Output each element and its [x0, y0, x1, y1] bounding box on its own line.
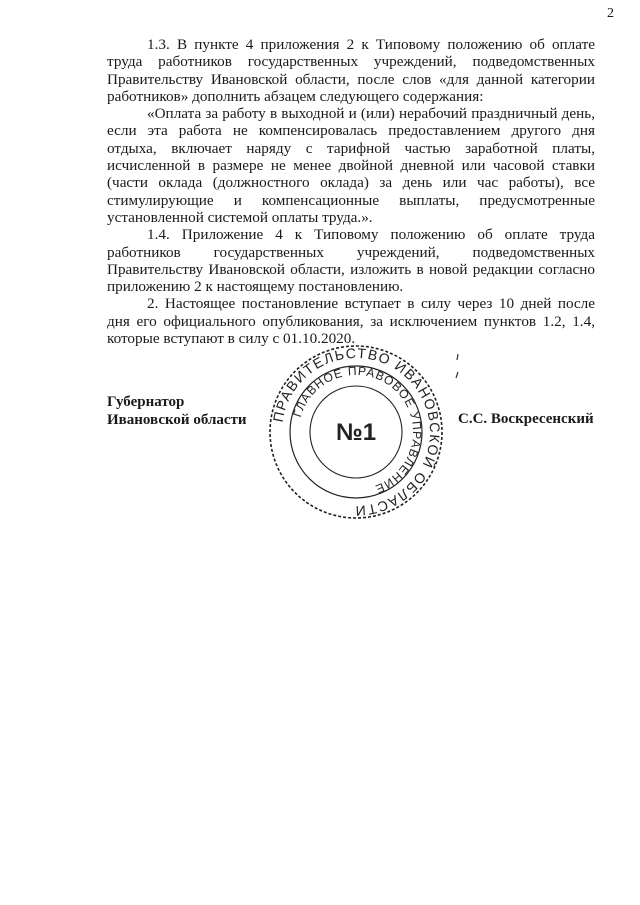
signatory-name: С.С. Воскресенский: [458, 411, 594, 427]
document-body: [107, 36, 595, 347]
seal-inner-text: ГЛАВНОЕ ПРАВОВОЕ УПРАВЛЕНИЕ: [290, 363, 425, 497]
page-number: 2: [607, 6, 614, 21]
position-line-2: Ивановской области: [107, 412, 247, 428]
handwritten-marks: [452, 352, 466, 382]
seal-outer-text: ПРАВИТЕЛЬСТВО ИВАНОВСКОЙ ОБЛАСТИ: [269, 344, 444, 520]
paragraph-1-3: 1.3. В пункте 4 приложения 2 к Типовому положению об оплате труда работников государственных учреждений, подведомственных Правительству Ивановской области, после слов «для данной категории работников» дополнить абзацем следующего содержания:: [107, 36, 595, 105]
seal-number: №1: [335, 419, 377, 446]
official-seal: [268, 344, 444, 520]
signatory-position: [107, 393, 247, 429]
paragraph-2: 2. Настоящее постановление вступает в силу через 10 дней после дня его официального опубликования, за исключением пунктов 1.2, 1.4, которые вступают в силу с 01.10.2020.: [107, 295, 595, 348]
paragraph-1-4: 1.4. Приложение 4 к Типовому положению об оплате труда работников государственных учреждений, подведомственных Правительству Ивановской области, изложить в новой редакции согласно приложению 2 к настоящему постановлению.: [107, 226, 595, 296]
position-line-1: Губернатор: [107, 394, 185, 410]
paragraph-quote: «Оплата за работу в выходной и (или) нерабочий праздничный день, если эта работа не компенсировалась предоставлением другого дня отдыха, включает наряду с тарифной частью заработной платы, исчисленной в размере не менее двойной дневной или часовой ставки (части оклада (должностного оклада) за день или час работы), все стимулирующие и компенсационные выплаты, предусмотренные установленной системой оплаты труда.».: [107, 105, 595, 226]
